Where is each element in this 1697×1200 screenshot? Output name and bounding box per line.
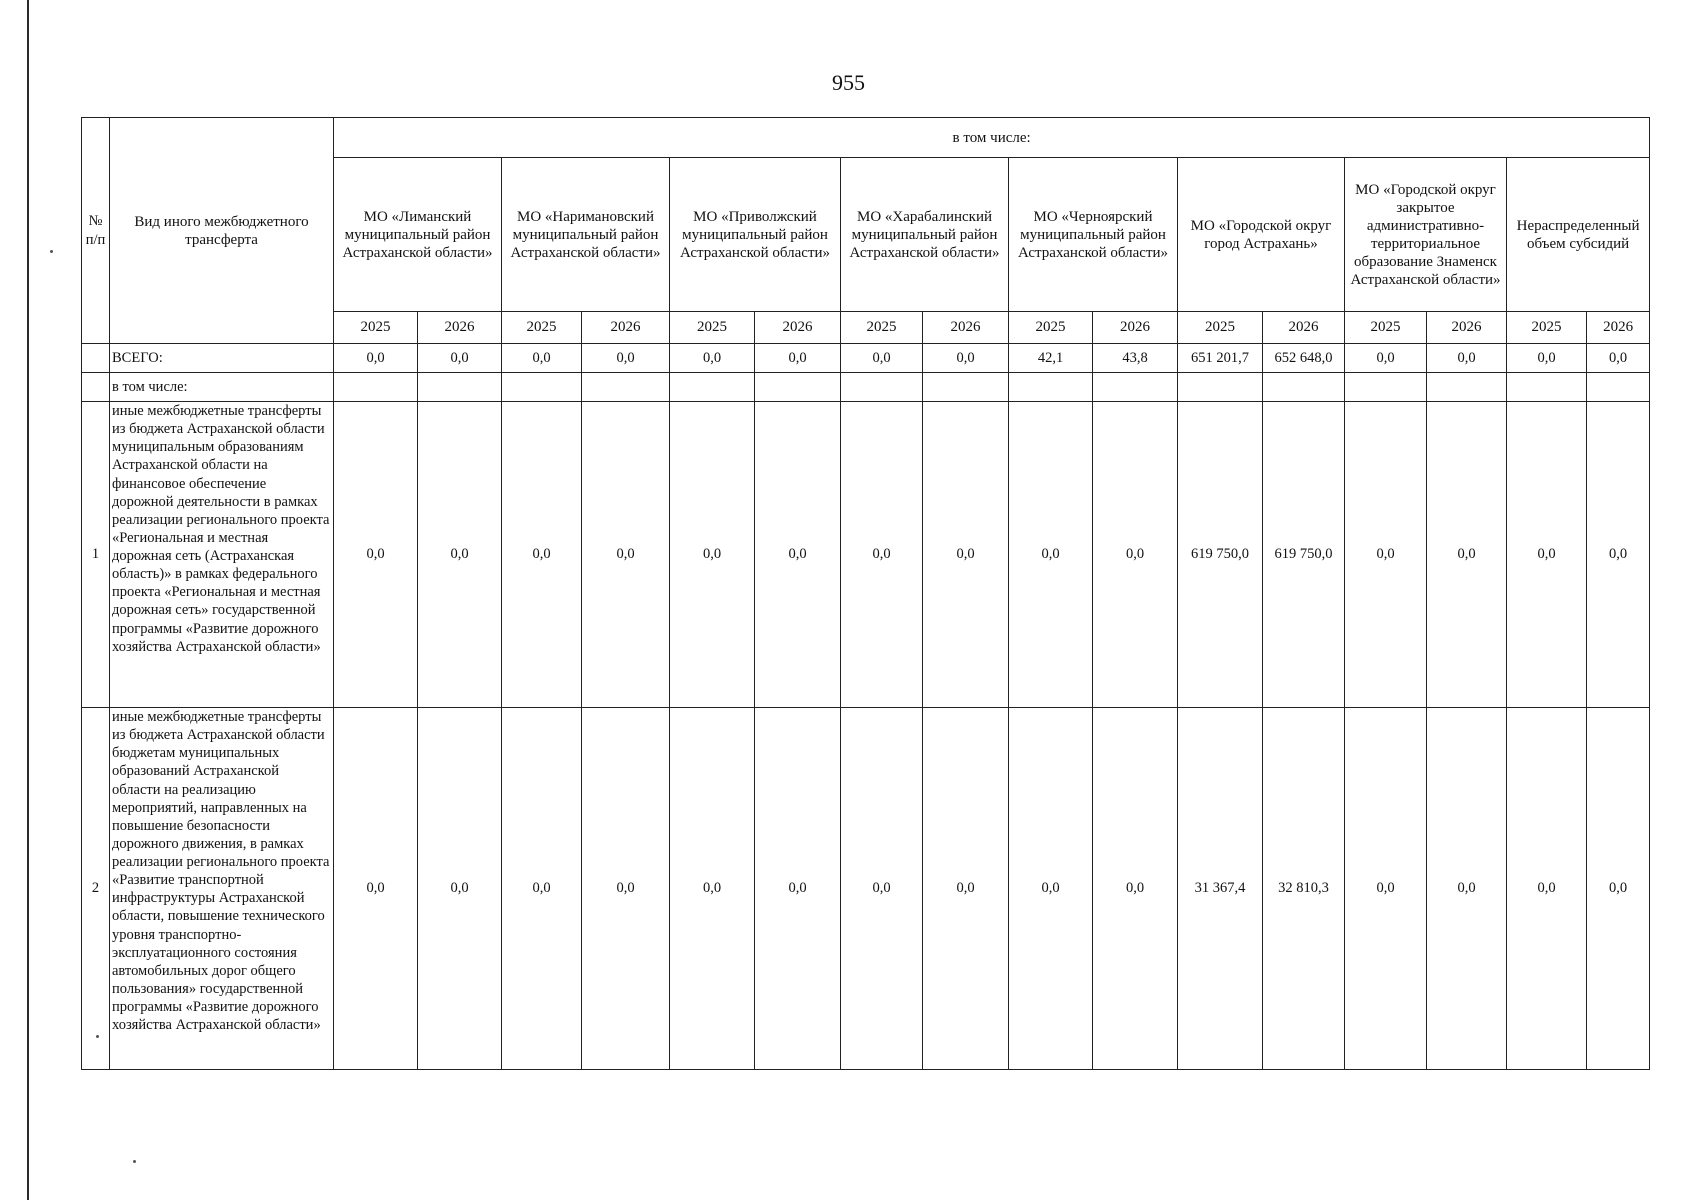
municipality-header: МО «Городской округ закрытое административно-территориальное образование Знаменск Астраханской области»: [1345, 158, 1507, 312]
year-header: 2025: [334, 312, 418, 344]
municipality-header: МО «Харабалинский муниципальный район Астраханской области»: [841, 158, 1009, 312]
including-label: в том числе:: [110, 373, 334, 402]
value-cell: 0,0: [1093, 708, 1178, 1070]
value-cell: 0,0: [923, 402, 1009, 708]
total-value-cell: 0,0: [923, 344, 1009, 373]
value-cell: 0,0: [334, 402, 418, 708]
total-num: [82, 344, 110, 373]
year-header: 2026: [582, 312, 670, 344]
municipality-header: МО «Наримановский муниципальный район Астраханской области»: [502, 158, 670, 312]
year-header: 2025: [841, 312, 923, 344]
year-header: 2026: [418, 312, 502, 344]
header-row-1: [82, 118, 1650, 158]
value-cell: 32 810,3: [1263, 708, 1345, 1070]
scan-speck: [133, 1160, 136, 1163]
value-cell: 0,0: [1507, 708, 1587, 1070]
row-number: 1: [82, 402, 110, 708]
municipality-header: МО «Приволжский муниципальный район Астраханской области»: [670, 158, 841, 312]
value-cell: 0,0: [1587, 708, 1650, 1070]
total-value-cell: 0,0: [1507, 344, 1587, 373]
total-row: [82, 344, 1650, 373]
year-header: 2026: [1427, 312, 1507, 344]
type-col-header: Вид иного межбюджетного трансферта: [110, 118, 334, 344]
municipality-header: Нераспределенный объем субсидий: [1507, 158, 1650, 312]
scan-margin-line: [27, 0, 29, 1200]
value-cell: 0,0: [1009, 402, 1093, 708]
table-row: [82, 708, 1650, 1070]
value-cell: 0,0: [755, 402, 841, 708]
total-value-cell: 0,0: [418, 344, 502, 373]
year-header: 2025: [502, 312, 582, 344]
total-value-cell: 0,0: [1345, 344, 1427, 373]
row-number: 2: [82, 708, 110, 1070]
total-value-cell: 0,0: [502, 344, 582, 373]
including-header: в том числе:: [334, 118, 1650, 158]
total-value-cell: 0,0: [334, 344, 418, 373]
value-cell: 0,0: [1345, 708, 1427, 1070]
total-value-cell: 0,0: [670, 344, 755, 373]
year-header: 2026: [1263, 312, 1345, 344]
table-row: [82, 402, 1650, 708]
year-header: 2026: [923, 312, 1009, 344]
municipality-header: МО «Лиманский муниципальный район Астраханской области»: [334, 158, 502, 312]
year-header: 2025: [1178, 312, 1263, 344]
value-cell: 0,0: [1345, 402, 1427, 708]
transfer-description: иные межбюджетные трансферты из бюджета Астраханской области бюджетам муниципальных образований Астраханской области на реализацию мероприятий, направленных на повышение безопасности дорожного движения, в рамках реализации регионального проекта «Развитие транспортной инфраструктуры Астраханской области, повышение технического уровня транспортно-эксплуатационного состояния автомобильных дорог общего пользования» государственной программы «Развитие дорожного хозяйства Астраханской области»: [110, 708, 334, 1070]
value-cell: 0,0: [1427, 708, 1507, 1070]
year-header: 2025: [1009, 312, 1093, 344]
scan-speck: [50, 250, 53, 253]
year-header: 2026: [1093, 312, 1178, 344]
value-cell: 0,0: [923, 708, 1009, 1070]
municipality-header: МО «Городской округ город Астрахань»: [1178, 158, 1345, 312]
total-value-cell: 43,8: [1093, 344, 1178, 373]
total-value-cell: 42,1: [1009, 344, 1093, 373]
value-cell: 619 750,0: [1263, 402, 1345, 708]
value-cell: 0,0: [418, 402, 502, 708]
total-value-cell: 0,0: [1427, 344, 1507, 373]
value-cell: 0,0: [582, 708, 670, 1070]
year-header: 2025: [1345, 312, 1427, 344]
total-value-cell: 0,0: [1587, 344, 1650, 373]
value-cell: 0,0: [755, 708, 841, 1070]
value-cell: 0,0: [1587, 402, 1650, 708]
value-cell: 0,0: [670, 708, 755, 1070]
num-col-header: № п/п: [82, 118, 110, 344]
total-value-cell: 652 648,0: [1263, 344, 1345, 373]
value-cell: 0,0: [841, 708, 923, 1070]
total-value-cell: 0,0: [582, 344, 670, 373]
transfer-description: иные межбюджетные трансферты из бюджета Астраханской области муниципальным образованиям Астраханской области на финансовое обеспечение дорожной деятельности в рамках реализации регионального проекта «Региональная и местная дорожная сеть (Астраханская область)» в рамках федерального проекта «Региональная и местная дорожная сеть» государственной программы «Развитие дорожного хозяйства Астраханской области»: [110, 402, 334, 708]
year-header: 2026: [1587, 312, 1650, 344]
value-cell: 0,0: [582, 402, 670, 708]
value-cell: 619 750,0: [1178, 402, 1263, 708]
value-cell: 31 367,4: [1178, 708, 1263, 1070]
municipality-header: МО «Черноярский муниципальный район Астраханской области»: [1009, 158, 1178, 312]
year-header: 2026: [755, 312, 841, 344]
page-number: 955: [832, 70, 865, 95]
year-header: 2025: [670, 312, 755, 344]
transfers-table: [81, 117, 1650, 1070]
value-cell: 0,0: [502, 402, 582, 708]
value-cell: 0,0: [418, 708, 502, 1070]
including-row: [82, 373, 1650, 402]
value-cell: 0,0: [1427, 402, 1507, 708]
value-cell: 0,0: [502, 708, 582, 1070]
value-cell: 0,0: [1507, 402, 1587, 708]
value-cell: 0,0: [841, 402, 923, 708]
total-value-cell: 0,0: [755, 344, 841, 373]
value-cell: 0,0: [334, 708, 418, 1070]
value-cell: 0,0: [1093, 402, 1178, 708]
total-value-cell: 0,0: [841, 344, 923, 373]
value-cell: 0,0: [670, 402, 755, 708]
year-header: 2025: [1507, 312, 1587, 344]
total-value-cell: 651 201,7: [1178, 344, 1263, 373]
total-label: ВСЕГО:: [110, 344, 334, 373]
value-cell: 0,0: [1009, 708, 1093, 1070]
